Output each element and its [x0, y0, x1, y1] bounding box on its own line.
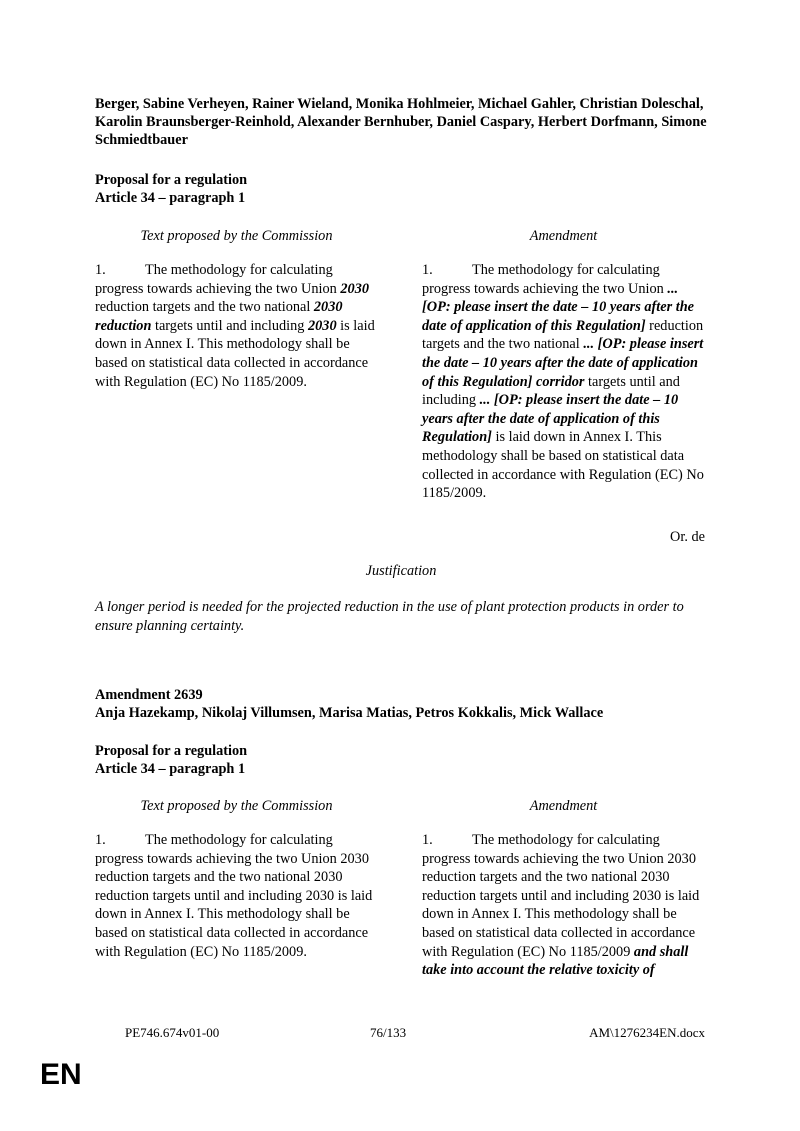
commission-text-heading: Text proposed by the Commission — [140, 228, 333, 244]
justification-text: A longer period is needed for the projected reduction in the use of plant protection products in order to ensure planning certainty. — [95, 599, 684, 634]
text-segment: is laid down in Annex I. This methodology shall be based on statistical data collected in accordance with Regulation (EC) No 1185/2009. — [422, 429, 704, 502]
amendment-authors: Anja Hazekamp, Nikolaj Villumsen, Marisa Matias, Petros Kokkalis, Mick Wallace — [95, 705, 604, 721]
text-segment: reduction targets and the two national — [422, 317, 704, 353]
justification-heading: Justification — [365, 563, 437, 579]
amendment-number: Amendment 2639 — [95, 687, 203, 703]
text-segment-emphasis: 2030 — [308, 317, 337, 334]
text-segment: The methodology for calculating progress towards achieving the two Union 2030 reduction targets and the two national 2030 reduction targets until and including 2030 is laid down in Annex I. This methodology shall be based on statistical data collected in accordance with Regulation (EC) No 1185/2009. — [95, 832, 373, 960]
text-segment-emphasis: ... [OP: please insert the date – 10 years after the date of application of this Regulation] — [422, 392, 679, 446]
paragraph-number: 1. — [422, 832, 433, 848]
text-segment: targets until and including — [151, 317, 308, 334]
text-segment-emphasis: ... [OP: please insert the date – 10 years after the date of application of this Regulation] corridor — [422, 336, 704, 390]
amendment-text — [422, 831, 705, 980]
text-segment-emphasis: 2030 — [340, 280, 369, 297]
commission-text — [95, 831, 378, 961]
proposal-label: Proposal for a regulation — [95, 172, 248, 188]
amendment-authors: Berger, Sabine Verheyen, Rainer Wieland, Monika Hohlmeier, Michael Gahler, Christian Doleschal, Karolin Braunsberger-Reinhold, Alexander Bernhuber, Daniel Caspary, Herbert Dorfmann, Simone Schmiedtbauer — [95, 96, 707, 148]
proposal-title — [95, 742, 707, 778]
footer-page-number: 76/133 — [370, 1025, 407, 1040]
text-segment: The methodology for calculating progress towards achieving the two Union 2030 reduction targets and the two national 2030 reduction targets until and including 2030 is laid down in Annex I. This methodology shall be based on statistical data collected in accordance with Regulation (EC) No 1185/2009 — [422, 832, 700, 960]
text-segment-emphasis: and shall take into account the relative toxicity of — [422, 943, 689, 979]
amendment-text — [422, 261, 705, 503]
footer-file-name: AM\1276234EN.docx — [589, 1025, 705, 1040]
commission-text-heading: Text proposed by the Commission — [140, 798, 333, 814]
paragraph-number: 1. — [95, 262, 106, 278]
original-language: Or. de — [670, 529, 705, 545]
amendment-heading: Amendment — [529, 228, 598, 244]
text-segment: The methodology for calculating progress towards achieving the two Union — [422, 262, 668, 297]
article-reference: Article 34 – paragraph 1 — [95, 761, 246, 777]
language-code: EN — [40, 1058, 82, 1091]
amendment-header — [95, 686, 707, 722]
text-segment: targets until and including — [422, 373, 680, 409]
proposal-label: Proposal for a regulation — [95, 743, 248, 759]
text-segment: reduction targets and the two national — [95, 299, 314, 316]
text-segment: The methodology for calculating progress towards achieving the two Union — [95, 262, 341, 297]
amendment-heading: Amendment — [529, 798, 598, 814]
footer-document-ref: PE746.674v01-00 — [125, 1025, 220, 1040]
commission-text — [95, 261, 378, 391]
paragraph-number: 1. — [422, 262, 433, 278]
article-reference: Article 34 – paragraph 1 — [95, 190, 246, 206]
text-segment: is laid down in Annex I. This methodology shall be based on statistical data collected in accordance with Regulation (EC) No 1185/2009. — [95, 317, 375, 390]
proposal-title — [95, 171, 707, 207]
text-segment-emphasis: ... [OP: please insert the date – 10 years after the date of application of this Regulation] — [422, 280, 694, 334]
paragraph-number: 1. — [95, 832, 106, 848]
text-segment-emphasis: 2030 reduction — [95, 299, 343, 334]
